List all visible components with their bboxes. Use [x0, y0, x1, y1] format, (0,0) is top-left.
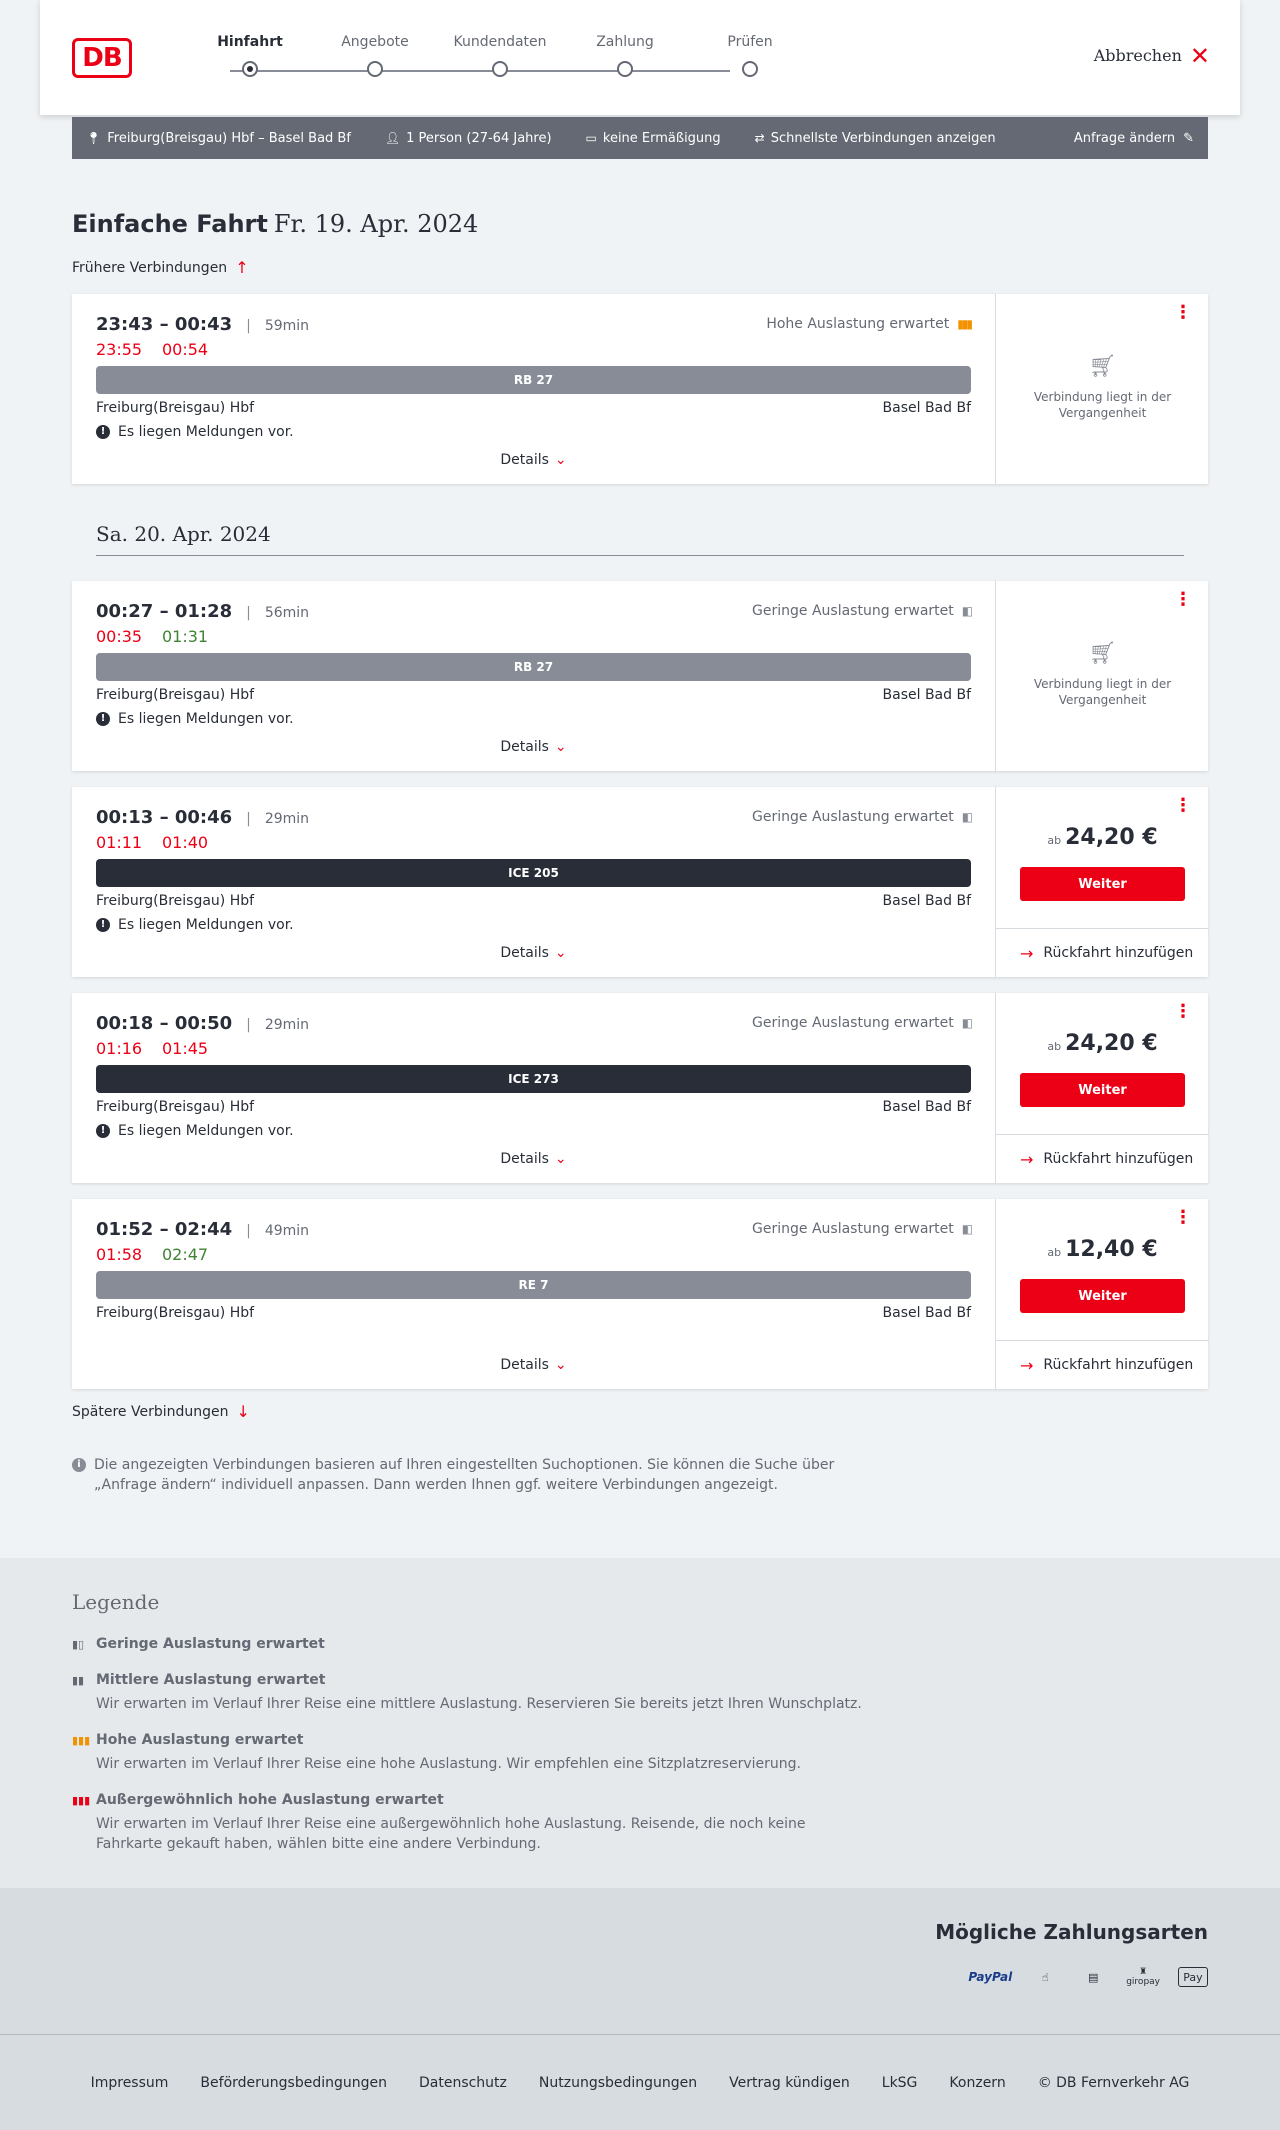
alert-icon: ! — [96, 425, 110, 439]
connection-times — [96, 601, 309, 622]
paypal-icon: PayPal — [968, 1970, 1013, 1984]
occupancy-medium-icon: ▮▮ — [72, 1673, 85, 1687]
destination-station: Basel Bad Bf — [882, 1099, 971, 1115]
separator: | — [246, 1223, 251, 1239]
connection-card — [72, 294, 1208, 484]
legend-title: Legende — [72, 1590, 160, 1614]
separator: | — [246, 1017, 251, 1033]
planned-times: 01:52 – 02:44 — [96, 1219, 233, 1240]
occupancy-indicator: Hohe Auslastung erwartet ▮▮▮ — [766, 316, 971, 332]
arrow-up-icon: ↑ — [235, 258, 249, 277]
offer-panel — [995, 787, 1208, 977]
price: ab 12,40 € — [1047, 1237, 1158, 1262]
header — [40, 0, 1240, 115]
chevron-down-icon: ⌄ — [554, 945, 567, 961]
swap-arrows-icon: ⇄ — [754, 131, 765, 145]
past-connection — [996, 641, 1209, 708]
payment-title: Mögliche Zahlungsarten — [935, 1920, 1208, 1944]
step-dot — [492, 61, 508, 77]
occupancy-high-icon: ▮▮▮ — [72, 1733, 91, 1747]
past-connection-text: Verbindung liegt in der Vergangenheit — [1033, 390, 1172, 420]
step-angebote: Angebote — [325, 34, 425, 54]
edit-request-button[interactable]: Anfrage ändern ✎ — [1073, 130, 1194, 146]
step-dot — [242, 61, 258, 77]
arrow-down-icon: ↓ — [236, 1402, 250, 1421]
chevron-down-icon: ⌄ — [554, 1357, 567, 1373]
later-connections-link[interactable]: Spätere Verbindungen ↓ — [72, 1402, 250, 1421]
occupancy-indicator: Geringe Auslastung erwartet ▮▯ — [752, 1221, 971, 1237]
step-kundendaten: Kundendaten — [450, 34, 550, 54]
details-toggle[interactable]: Details ⌄ — [500, 1151, 567, 1167]
db-logo[interactable]: DB — [72, 38, 132, 78]
cancel-button[interactable]: Abbrechen ✕ — [1093, 41, 1210, 70]
separator: | — [246, 811, 251, 827]
details-toggle[interactable]: Details ⌄ — [500, 452, 567, 468]
origin-station: Freiburg(Breisgau) Hbf — [96, 893, 255, 909]
occupancy-icon: ▮▯ — [961, 1016, 971, 1030]
footer-copyright: © DB Fernverkehr AG — [1037, 2074, 1190, 2091]
planned-times: 23:43 – 00:43 — [96, 314, 233, 335]
footer-link-vertrag-kuendigen[interactable]: Vertrag kündigen — [729, 2074, 850, 2091]
realtime-departure: 01:58 — [96, 1245, 143, 1264]
footer-link-nutzungsbedingungen[interactable]: Nutzungsbedingungen — [538, 2074, 698, 2091]
credit-card-icon: ☝︎ — [1041, 1970, 1049, 1984]
alert-icon: ! — [96, 918, 110, 932]
step-hinfahrt: Hinfahrt — [200, 34, 300, 54]
occupancy-icon: ▮▯ — [961, 1222, 971, 1236]
destination-station: Basel Bad Bf — [882, 687, 971, 703]
continue-button[interactable]: Weiter — [1020, 1073, 1185, 1107]
add-return-trip-button[interactable]: → Rückfahrt hinzufügen — [996, 928, 1209, 977]
realtime-departure: 00:35 — [96, 627, 143, 646]
step-dot — [367, 61, 383, 77]
page-title: Einfache Fahrt Fr. 19. Apr. 2024 — [72, 210, 479, 238]
occupancy-icon: ▮▯ — [961, 810, 971, 824]
duration: 59min — [264, 318, 310, 334]
origin-station: Freiburg(Breisgau) Hbf — [96, 1099, 255, 1115]
payment-methods — [0, 1888, 1280, 2035]
notice[interactable]: ! Es liegen Meldungen vor. — [96, 711, 294, 727]
legend-item-extreme: ▮▮▮ Außergewöhnlich hohe Auslastung erwartet Wir erwarten im Verlauf Ihrer Reise eine außergewöhnlich hohe Auslastung. Reisende, die noch keine Fahrkarte gekauft haben, wählen bitte eine andere Verbindung. — [72, 1792, 806, 1852]
train-bar[interactable]: RB 27 — [96, 366, 971, 394]
more-options-icon[interactable]: ⋮ — [1174, 302, 1192, 323]
connection-info — [72, 581, 995, 771]
offer-panel — [995, 294, 1208, 484]
price: ab 24,20 € — [1047, 1031, 1158, 1056]
cart-unavailable-icon: 🛒︎ — [1088, 641, 1117, 666]
footer-link-datenschutz[interactable]: Datenschutz — [418, 2074, 507, 2091]
connection-card — [72, 787, 1208, 977]
planned-times: 00:13 – 00:46 — [96, 807, 233, 828]
offer-panel — [995, 581, 1208, 771]
apple-pay-icon: Pay — [1178, 1967, 1208, 1987]
info-icon: i — [72, 1458, 86, 1472]
past-connection-text: Verbindung liegt in der Vergangenheit — [1033, 677, 1172, 707]
connection-times — [96, 807, 309, 828]
legend-item-medium: ▮▮ Mittlere Auslastung erwartet Wir erwarten im Verlauf Ihrer Reise eine mittlere Auslastung. Reservieren Sie bereits jetzt Ihren Wunschplatz. — [72, 1672, 862, 1712]
occupancy-icon: ▮▯ — [961, 604, 971, 618]
search-route: 📍︎ Freiburg(Breisgau) Hbf – Basel Bad Bf — [86, 130, 351, 146]
pencil-icon: ✎ — [1183, 130, 1194, 146]
connection-card — [72, 993, 1208, 1183]
notice[interactable]: ! Es liegen Meldungen vor. — [96, 1123, 294, 1139]
occupancy-low-icon: ▮▯ — [72, 1637, 85, 1651]
more-options-icon[interactable]: ⋮ — [1174, 1001, 1192, 1022]
giropay-icon: ♜ giropay — [1126, 1967, 1160, 1987]
earlier-connections-link[interactable]: Frühere Verbindungen ↑ — [72, 258, 249, 277]
connection-info — [72, 993, 995, 1183]
notice[interactable]: ! Es liegen Meldungen vor. — [96, 424, 294, 440]
step-dot — [617, 61, 633, 77]
occupancy-icon: ▮▮▮ — [957, 317, 971, 331]
legend-item-high: ▮▮▮ Hohe Auslastung erwartet Wir erwarten im Verlauf Ihrer Reise eine hohe Auslastung. Wir empfehlen eine Sitzplatzreservierung. — [72, 1732, 801, 1772]
duration: 29min — [264, 1017, 310, 1033]
cart-unavailable-icon: 🛒︎ — [1088, 354, 1117, 379]
details-toggle[interactable]: Details ⌄ — [500, 945, 567, 961]
planned-times: 00:18 – 00:50 — [96, 1013, 233, 1034]
duration: 49min — [264, 1223, 310, 1239]
offer-panel — [995, 993, 1208, 1183]
chevron-down-icon: ⌄ — [554, 739, 567, 755]
person-icon: 👤︎ — [384, 131, 401, 145]
details-toggle[interactable]: Details ⌄ — [500, 1357, 567, 1373]
duration: 56min — [264, 605, 310, 621]
realtime-arrival: 01:45 — [162, 1039, 209, 1058]
legend-item-low: ▮▯ Geringe Auslastung erwartet — [72, 1636, 325, 1652]
payment-icons — [968, 1962, 1208, 1992]
realtime-arrival: 00:54 — [162, 340, 209, 359]
realtime-arrival: 01:40 — [162, 833, 209, 852]
connection-times — [96, 1219, 309, 1240]
details-toggle[interactable]: Details ⌄ — [500, 739, 567, 755]
occupancy-indicator: Geringe Auslastung erwartet ▮▯ — [752, 809, 971, 825]
destination-station: Basel Bad Bf — [882, 1305, 971, 1321]
arrow-right-icon: → — [1020, 943, 1034, 963]
connection-card — [72, 581, 1208, 771]
realtime-departure: 23:55 — [96, 340, 143, 359]
footer-link-impressum[interactable]: Impressum — [90, 2074, 169, 2091]
notice[interactable]: ! Es liegen Meldungen vor. — [96, 917, 294, 933]
more-options-icon[interactable]: ⋮ — [1174, 1207, 1192, 1228]
price: ab 24,20 € — [1047, 825, 1158, 850]
progress-line — [230, 70, 730, 72]
past-connection — [996, 354, 1209, 421]
origin-station: Freiburg(Breisgau) Hbf — [96, 687, 255, 703]
connection-times — [96, 1013, 309, 1034]
train-bar[interactable]: RB 27 — [96, 653, 971, 681]
more-options-icon[interactable]: ⋮ — [1174, 795, 1192, 816]
occupancy-indicator: Geringe Auslastung erwartet ▮▯ — [752, 1015, 971, 1031]
duration: 29min — [264, 811, 310, 827]
connection-card — [72, 1199, 1208, 1389]
train-bar[interactable]: ICE 205 — [96, 859, 971, 887]
progress-steps — [210, 34, 773, 84]
train-bar[interactable]: RE 7 — [96, 1271, 971, 1299]
realtime-departure: 01:11 — [96, 833, 143, 852]
search-travellers: 👤︎ 1 Person (27-64 Jahre) — [384, 130, 552, 146]
arrow-right-icon: → — [1020, 1355, 1034, 1375]
search-mode: ⇄ Schnellste Verbindungen anzeigen — [754, 130, 996, 146]
search-summary-bar — [72, 117, 1208, 159]
step-pruefen: Prüfen — [700, 34, 800, 54]
alert-icon: ! — [96, 712, 110, 726]
footer-link-befoerderungsbedingungen[interactable]: Beförderungsbedingungen — [200, 2074, 387, 2091]
train-bar[interactable]: ICE 273 — [96, 1065, 971, 1093]
search-discount: ▭ keine Ermäßigung — [585, 130, 721, 146]
date-divider: Sa. 20. Apr. 2024 — [96, 522, 1184, 556]
realtime-departure: 01:16 — [96, 1039, 143, 1058]
connection-info — [72, 1199, 995, 1389]
origin-station: Freiburg(Breisgau) Hbf — [96, 400, 255, 416]
origin-station: Freiburg(Breisgau) Hbf — [96, 1305, 255, 1321]
realtime-arrival: 01:31 — [162, 627, 209, 646]
step-zahlung: Zahlung — [575, 34, 675, 54]
separator: | — [246, 318, 251, 334]
location-pin-icon: 📍︎ — [86, 131, 102, 145]
footer — [0, 2034, 1280, 2130]
step-dot — [742, 61, 758, 77]
destination-station: Basel Bad Bf — [882, 893, 971, 909]
footer-link-lksg[interactable]: LkSG — [881, 2074, 918, 2091]
connection-info — [72, 294, 995, 484]
info-note: i Die angezeigten Verbindungen basieren auf Ihren eingestellten Suchoptionen. Sie können die Suche über „Anfrage ändern“ individuell anpassen. Dann werden Ihnen ggf. weitere Verbindungen angezeigt. — [72, 1455, 852, 1495]
realtime-arrival: 02:47 — [162, 1245, 209, 1264]
chevron-down-icon: ⌄ — [554, 452, 567, 468]
continue-button[interactable]: Weiter — [1020, 1279, 1185, 1313]
connection-info — [72, 787, 995, 977]
destination-station: Basel Bad Bf — [882, 400, 971, 416]
footer-link-konzern[interactable]: Konzern — [949, 2074, 1006, 2091]
separator: | — [246, 605, 251, 621]
sepa-icon: ▤ — [1088, 1970, 1099, 1984]
offer-panel — [995, 1199, 1208, 1389]
chevron-down-icon: ⌄ — [554, 1151, 567, 1167]
alert-icon: ! — [96, 1124, 110, 1138]
planned-times: 00:27 – 01:28 — [96, 601, 233, 622]
continue-button[interactable]: Weiter — [1020, 867, 1185, 901]
close-icon: ✕ — [1189, 41, 1210, 70]
arrow-right-icon: → — [1020, 1149, 1034, 1169]
more-options-icon[interactable]: ⋮ — [1174, 589, 1192, 610]
connection-times — [96, 314, 309, 335]
bahncard-icon: ▭ — [585, 131, 597, 145]
add-return-trip-button[interactable]: → Rückfahrt hinzufügen — [996, 1340, 1209, 1389]
occupancy-indicator: Geringe Auslastung erwartet ▮▯ — [752, 603, 971, 619]
add-return-trip-button[interactable]: → Rückfahrt hinzufügen — [996, 1134, 1209, 1183]
occupancy-extreme-icon: ▮▮▮ — [72, 1793, 91, 1807]
legend — [0, 1558, 1280, 1888]
